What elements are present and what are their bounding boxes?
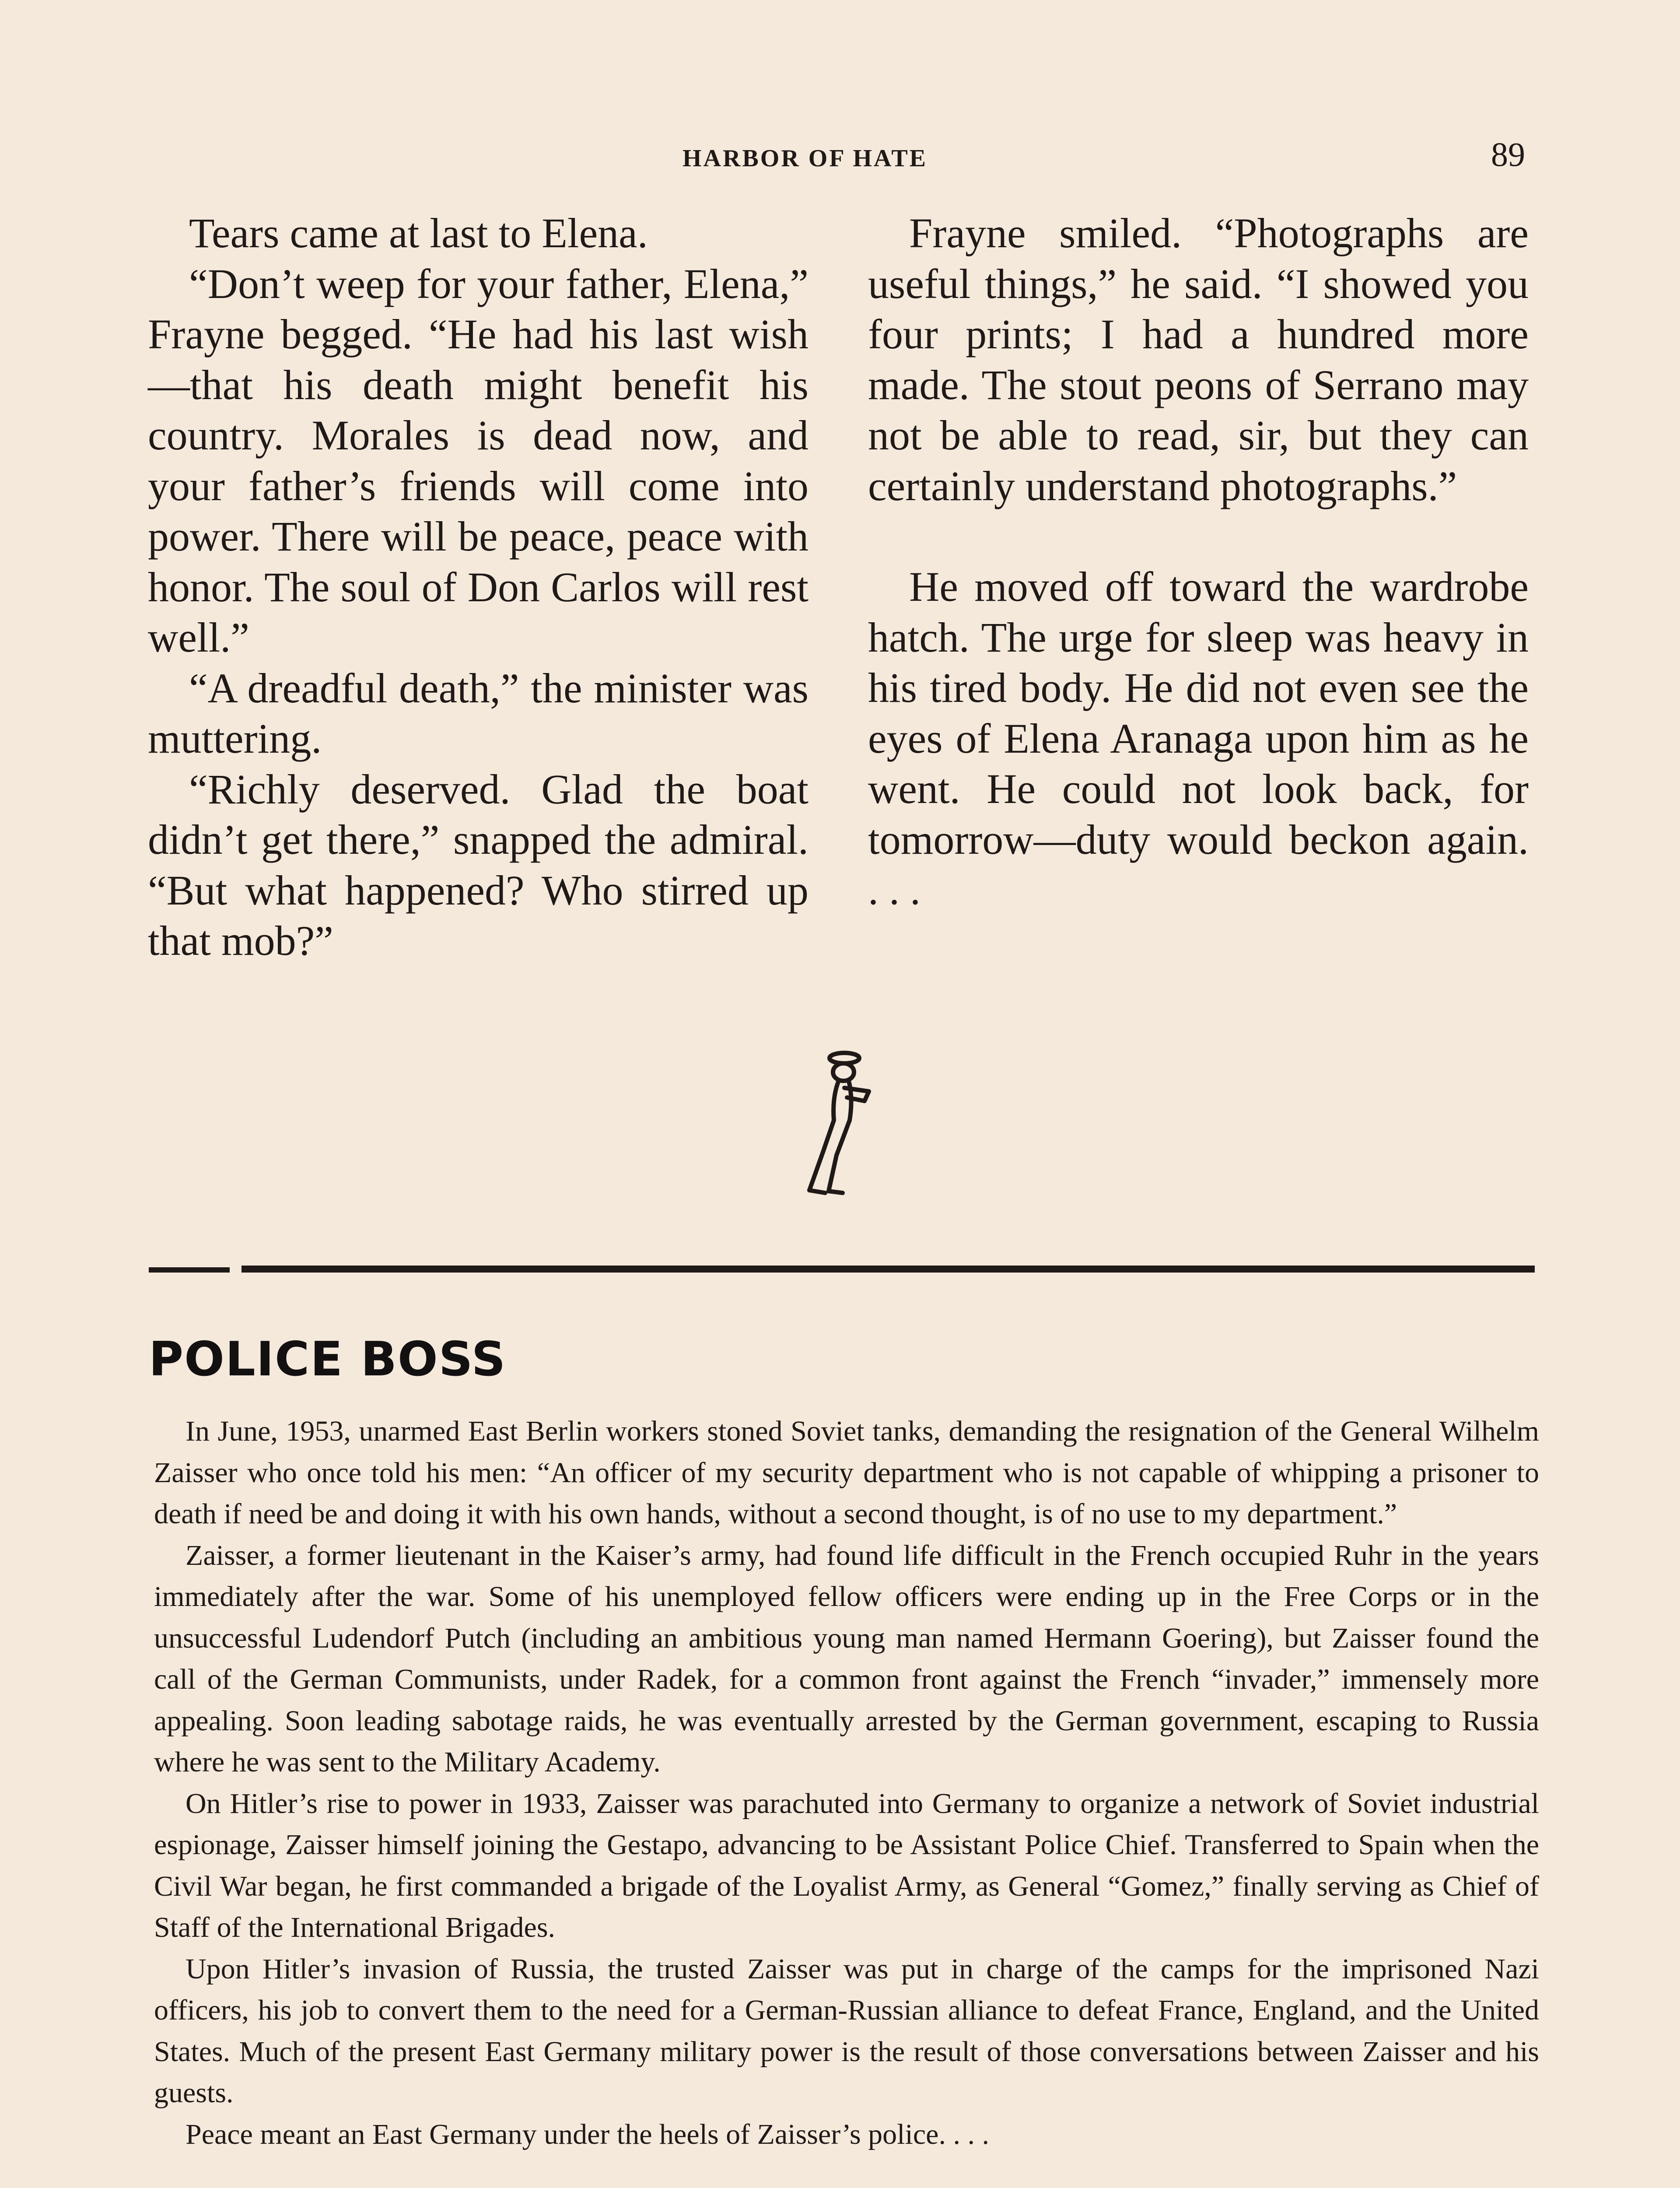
article-paragraph: Peace meant an East Germany under the heels of Zaisser’s police. . . . <box>186 2118 989 2150</box>
article-title: POLICE BOSS <box>149 1332 507 1387</box>
article-paragraph: In June, 1953, unarmed East Berlin workers stoned Soviet tanks, demanding the resignation of the General Wilhelm Zaisser who once told his men: “An officer of my security department who is not capable of whipping a prisoner to death if need be and doing it with his own hands, without a second thought, is of no use to my department.” <box>154 1415 1539 1530</box>
article-paragraph: Upon Hitler’s invasion of Russia, the trusted Zaisser was put in charge of the camps for the imprisoned Nazi officers, his job to convert them to the need for a German-Russian alliance to defeat France, England, and the United States. Much of the present East Germany military power is the result of those conversations between Zaisser and his guests. <box>154 1953 1539 2109</box>
page-number: 89 <box>1491 135 1525 173</box>
story-paragraph: Frayne smiled. “Photographs are useful things,” he said. “I showed you four prints; I had a hundred more made. The stout peons of Serrano may not be able to read, sir, but they can certainly understand photographs.” <box>868 210 1529 509</box>
story-left-column <box>148 208 808 966</box>
section-divider <box>242 1266 1535 1273</box>
story-right-column <box>868 208 1529 915</box>
story-paragraph: Tears came at last to Elena. <box>189 210 648 256</box>
article-paragraph: On Hitler’s rise to power in 1933, Zaisser was parachuted into Germany to organize a network of Soviet industrial espionage, Zaisser himself joining the Gestapo, advancing to be Assistant Police Chief. Transferred to Spain when the Civil War began, he first commanded a brigade of the Loyalist Army, as General “Gomez,” finally serving as Chief of Staff of the International Brigades. <box>154 1787 1539 1943</box>
story-paragraph: “Don’t weep for your father, Elena,” Frayne begged. “He had his last wish—that his death might benefit his country. Morales is dead now, and your father’s friends will come into power. There will be peace, peace with honor. The soul of Don Carlos will rest well.” <box>148 260 808 661</box>
article-paragraph: Zaisser, a former lieutenant in the Kaiser’s army, had found life difficult in the French occupied Ruhr in the years immediately after the war. Some of his unemployed fellow officers were ending up in the Free Corps or in the unsuccessful Ludendorf Putch (including an ambitious young man named Hermann Goering), but Zaisser found the call of the German Communists, under Radek, for a common front against the French “invader,” immensely more appealing. Soon leading sabotage raids, he was eventually arrested by the German government, escaping to Russia where he was sent to the Military Academy. <box>154 1539 1539 1778</box>
article-body <box>154 1411 1539 2155</box>
section-divider-left <box>149 1267 230 1273</box>
story-paragraph: He moved off toward the wardrobe hatch. The urge for sleep was heavy in his tired body. He did not even see the eyes of Elena Aranaga upon him as he went. He could not look back, for tomorrow—duty would beckon again. . . . <box>868 563 1529 913</box>
story-paragraph: “Richly deserved. Glad the boat didn’t get there,” snapped the admiral. “But what happened? Who stirred up that mob?” <box>148 765 808 964</box>
running-head: HARBOR OF HATE <box>682 145 928 172</box>
story-paragraph: “A dreadful death,” the minister was muttering. <box>148 664 808 762</box>
end-of-story-figure-illustration <box>783 1046 897 1203</box>
